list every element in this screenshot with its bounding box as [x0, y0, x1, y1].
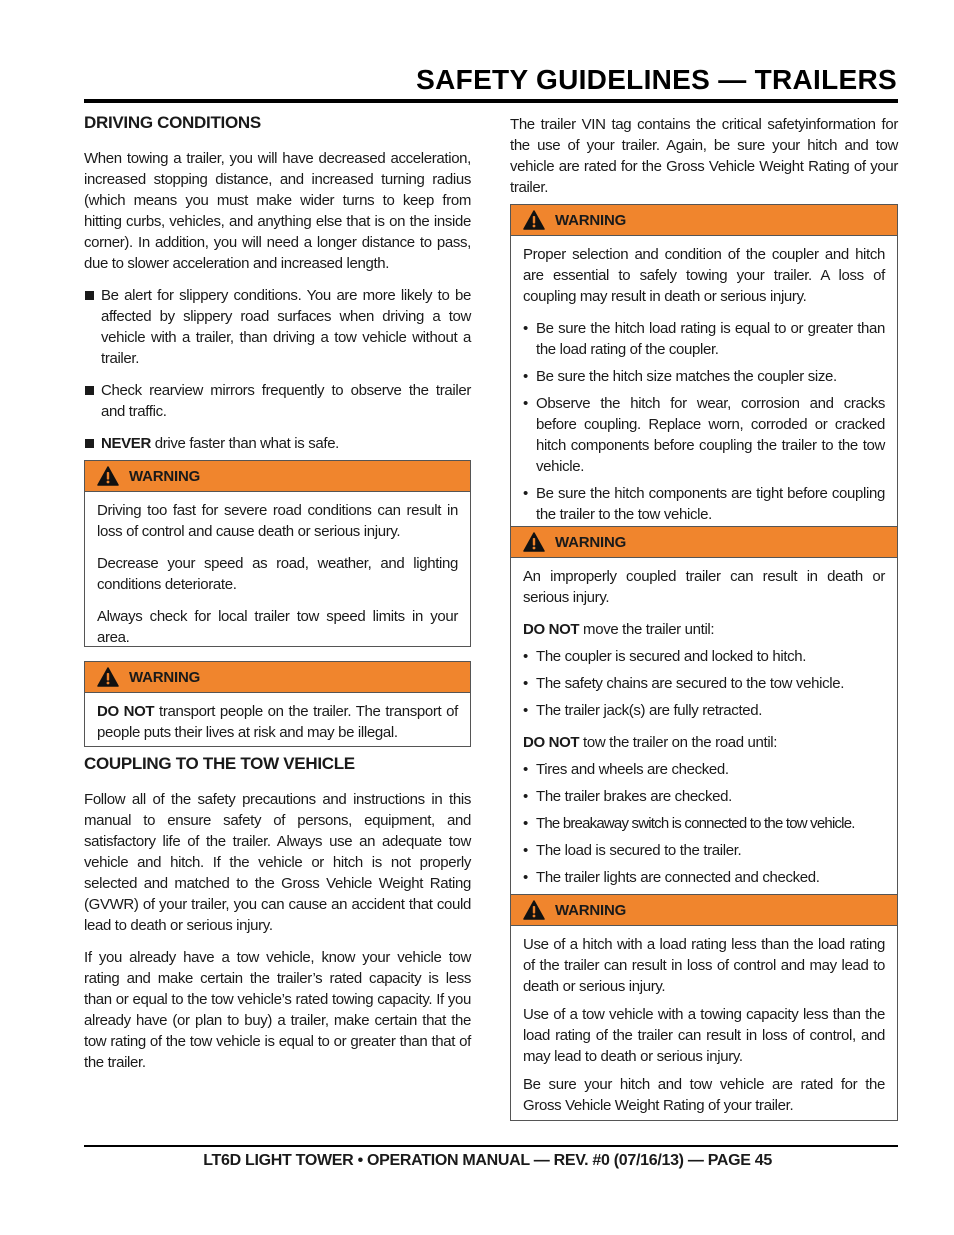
warning-body [511, 926, 897, 1116]
list-item: • Be sure the hitch size matches the coupler size. [523, 366, 885, 387]
warning-label: WARNING [129, 668, 201, 686]
warning-box-stack [510, 204, 898, 895]
warning-triangle-icon [523, 900, 545, 920]
warning-body-improper-coupling [511, 558, 897, 895]
list-item: • Be sure the hitch load rating is equal to or greater than the load rating of the coupler. [523, 318, 885, 360]
warning-text: Use of a hitch with a load rating less than the load rating of the trailer can result in loss of control and may lead to death or serious injury. [523, 936, 885, 995]
warning-text [523, 732, 885, 753]
list-item: • The trailer jack(s) are fully retracted. [523, 700, 885, 721]
warning-text-rest: tow the trailer on the road until: [579, 734, 778, 751]
warning-text: Always check for local trailer tow speed limits in your area. [97, 608, 458, 646]
warning-label: WARNING [129, 467, 201, 485]
warning-header [511, 526, 897, 558]
warning-text: Use of a tow vehicle with a towing capacity less than the load rating of the trailer can result in loss of control, and may lead to death or serious injury. [523, 1006, 885, 1065]
warning-text-rest: transport people on the trailer. The transport of people puts their lives at risk and may be illegal. [97, 703, 458, 741]
warning-triangle-icon [523, 532, 545, 552]
list-item: • The trailer lights are connected and checked. [523, 867, 885, 888]
never-text: drive faster than what is safe. [150, 435, 340, 452]
page-footer: LT6D LIGHT TOWER • OPERATION MANUAL — REV. #0 (07/16/13) — PAGE 45 [203, 1152, 772, 1169]
warning-body-coupler [511, 236, 897, 526]
warning-label: WARNING [555, 901, 627, 919]
warning-triangle-icon [523, 210, 545, 230]
bullet-mirrors: Check rearview mirrors frequently to observe the trailer and traffic. [84, 380, 471, 422]
list-item: • The breakaway switch is connected to the tow vehicle. [523, 813, 885, 834]
warning-header [85, 662, 470, 693]
warning-triangle-icon [97, 667, 119, 687]
warning-text: Decrease your speed as road, weather, and lighting conditions deteriorate. [97, 555, 458, 593]
warning-label: WARNING [555, 533, 627, 551]
warning-header [511, 895, 897, 926]
list-item: • Be sure the hitch components are tight before coupling the trailer to the tow vehicle. [523, 483, 885, 525]
right-column [510, 112, 898, 1121]
warning-header [511, 205, 897, 236]
list-item: • Tires and wheels are checked. [523, 759, 885, 780]
list-item: • The trailer brakes are checked. [523, 786, 885, 807]
coupling-paragraph: Follow all of the safety precautions and instructions in this manual to ensure safety of persons, equipment, and satisfactory life of the trailer. Always use an adequate tow vehicle and hitch. If the vehicle or hitch is not properly selected and matched to the Gross Vehicle Weight Rating (GVWR) of your trailer, you can cause an accident that could lead to death or serious injury. [84, 791, 471, 934]
warning-text: An improperly coupled trailer can result in death or serious injury. [523, 568, 885, 606]
coupling-paragraph: If you already have a tow vehicle, know your vehicle tow rating and make certain the trailer’s rated capacity is less than or equal to the tow vehicle’s rated towing capacity. If you already have (or plan to buy) a trailer, make certain that the tow rating of the tow vehicle is equal to or greater than that of the trailer. [84, 949, 471, 1071]
do-not-emphasis: DO NOT [523, 734, 580, 751]
warning-body [85, 693, 470, 743]
list-item: • The coupler is secured and locked to hitch. [523, 646, 885, 667]
warning-triangle-icon [97, 466, 119, 486]
footer-rule [84, 1145, 898, 1147]
warning-text-rest: move the trailer until: [579, 621, 715, 638]
warning-text [523, 619, 885, 640]
driving-conditions-heading: DRIVING CONDITIONS [84, 113, 261, 132]
list-item: • Observe the hitch for wear, corrosion and cracks before coupling. Replace worn, corroded or cracked hitch components before coupling the trailer to the tow vehicle. [523, 393, 885, 477]
list-item: • The load is secured to the trailer. [523, 840, 885, 861]
page-title: SAFETY GUIDELINES — TRAILERS [416, 64, 897, 95]
list-item: • The safety chains are secured to the tow vehicle. [523, 673, 885, 694]
warning-text [97, 701, 458, 743]
warning-body [85, 492, 470, 648]
left-column [84, 112, 471, 1073]
warning-box-people [84, 661, 471, 747]
vin-tag-paragraph: The trailer VIN tag contains the critical safetyinformation for the use of your trailer. Again, be sure your hitch and tow vehicle are rated for the Gross Vehicle Weight Rating of your trailer. [510, 116, 898, 196]
warning-text: Driving too fast for severe road conditions can result in loss of control and cause death or serious injury. [97, 502, 458, 540]
bullet-slippery: Be alert for slippery conditions. You are more likely to be affected by slippery road surfaces when driving a tow vehicle with a trailer, than driving a tow vehicle without a trailer. [84, 285, 471, 369]
warning-box-hitch-rating [510, 894, 898, 1121]
warning-text: Be sure your hitch and tow vehicle are rated for the Gross Vehicle Weight Rating of your trailer. [523, 1076, 885, 1114]
do-not-emphasis: DO NOT [523, 621, 580, 638]
warning-header [85, 461, 470, 492]
do-not-emphasis: DO NOT [97, 703, 155, 720]
warning-box-speed [84, 460, 471, 647]
warning-text: Proper selection and condition of the coupler and hitch are essential to safely towing your trailer. A loss of coupling may result in death or serious injury. [523, 246, 885, 305]
coupling-heading: COUPLING TO THE TOW VEHICLE [84, 754, 355, 773]
warning-label: WARNING [555, 211, 627, 229]
never-emphasis: NEVER [101, 435, 151, 452]
title-rule [84, 99, 898, 103]
driving-paragraph: When towing a trailer, you will have decreased acceleration, increased stopping distance, and increased turning radius (which means you must make wider turns to keep from hitting curbs, vehicles, and anything else that is on the inside corner). In addition, you will need a longer distance to pass, due to slower acceleration and increased length. [84, 150, 471, 272]
bullet-never [84, 433, 471, 454]
